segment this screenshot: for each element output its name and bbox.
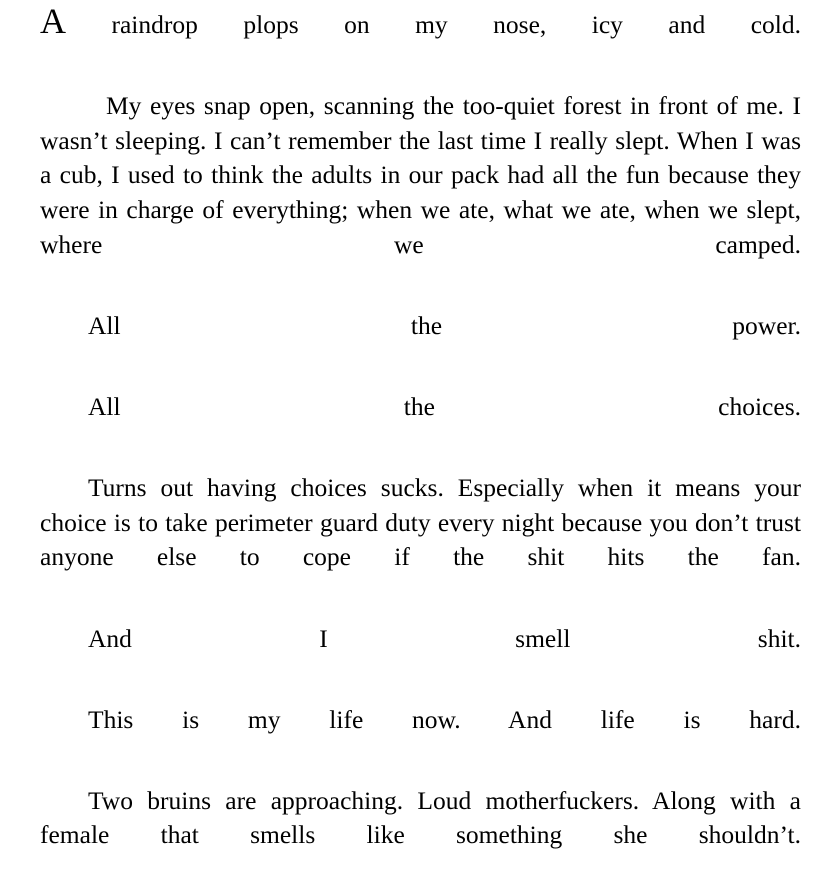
paragraph-spacer xyxy=(40,378,801,390)
paragraph-body: My eyes snap open, scanning the too-quiet forest in front of me. I wasn’t sleeping. I can’t remember the last time I really slept. When I was a cub, I used to think the adults in our pack had all the fun because they were in charge of everything; when we ate, what we ate, when we slept, where we camped. xyxy=(40,91,801,259)
drop-cap: A xyxy=(40,1,66,41)
paragraph-body: This is my life now. And life is hard. xyxy=(88,704,801,734)
paragraph-spacer xyxy=(40,459,801,471)
paragraph-spacer xyxy=(40,297,801,309)
paragraph-body: All the power. xyxy=(88,310,801,340)
paragraph-body: And I smell shit. xyxy=(88,623,801,653)
paragraph-spacer xyxy=(40,81,801,89)
paragraph-text: raindrop plops on my nose, icy and cold. xyxy=(66,10,801,39)
paragraph-spacer xyxy=(40,691,801,703)
paragraph-spacer xyxy=(40,772,801,784)
paragraph-body: Turns out having choices sucks. Especially when it means your choice is to take perimeter guard duty every night because you don’t trust anyone else to cope if the shit hits the fan. xyxy=(40,473,801,572)
paragraph-body: All the choices. xyxy=(88,391,801,421)
paragraph-opening xyxy=(40,1,801,77)
paragraph-body: Two bruins are approaching. Loud motherfuckers. Along with a female that smells like something she shouldn’t. xyxy=(40,785,801,850)
paragraph-spacer xyxy=(40,610,801,622)
